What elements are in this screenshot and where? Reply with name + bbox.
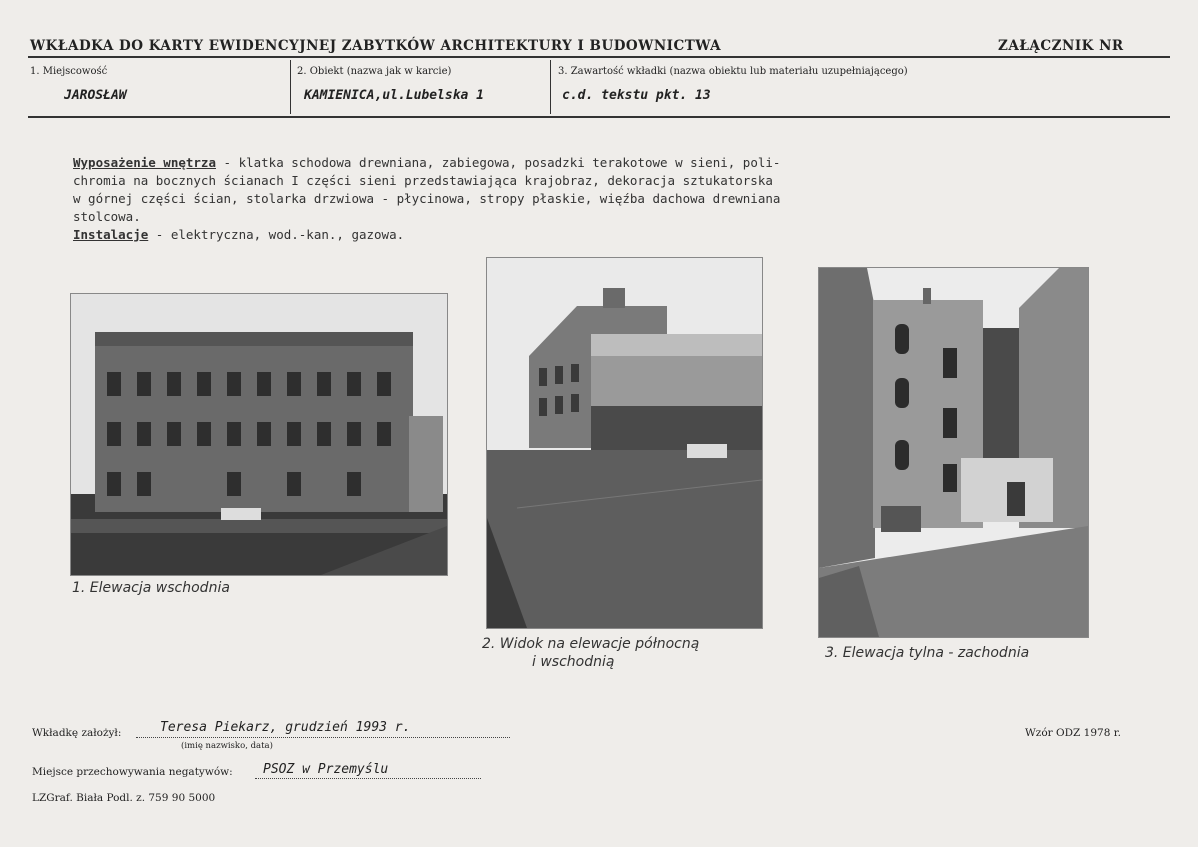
heading-interior: Wyposażenie wnętrza bbox=[73, 155, 216, 170]
author-value: Teresa Piekarz, grudzień 1993 r. bbox=[136, 720, 510, 738]
field1-label: 1. Miejscowość bbox=[30, 66, 108, 77]
storage-value: PSOZ w Przemyślu bbox=[255, 762, 481, 779]
template-label: Wzór ODZ 1978 r. bbox=[1025, 727, 1121, 739]
body-line-2: chromia na bocznych ścianach I części sieni przedstawiająca krajobraz, dekoracja sztukatorska bbox=[73, 173, 773, 188]
attachment-label: ZAŁĄCZNIK NR bbox=[998, 38, 1124, 54]
field-divider-2 bbox=[550, 60, 551, 114]
field2-label: 2. Obiekt (nazwa jak w karcie) bbox=[297, 66, 452, 77]
field2-value: KAMIENICA,ul.Lubelska 1 bbox=[304, 88, 485, 103]
author-label: Wkładkę założył: bbox=[32, 727, 122, 739]
fields-rule bbox=[28, 116, 1170, 118]
photo2-caption-line1: 2. Widok na elewacje północną bbox=[482, 636, 700, 652]
field3-value: c.d. tekstu pkt. 13 bbox=[562, 88, 711, 103]
header-rule bbox=[28, 56, 1170, 58]
photo-east-elevation bbox=[70, 293, 448, 576]
storage-label: Miejsce przechowywania negatywów: bbox=[32, 766, 233, 778]
body-line-4: stolcowa. bbox=[73, 209, 141, 224]
body-line-5: - elektryczna, wod.-kan., gazowa. bbox=[148, 227, 405, 242]
body-line-3: w górnej części ścian, stolarka drzwiowa - płycinowa, stropy płaskie, więźba dachowa drewniana bbox=[73, 191, 781, 206]
description-text bbox=[73, 154, 1073, 244]
field-divider-1 bbox=[290, 60, 291, 114]
body-line-1: - klatka schodowa drewniana, zabiegowa, posadzki terakotowe w sieni, poli- bbox=[216, 155, 781, 170]
author-hint: (imię nazwisko, data) bbox=[181, 741, 273, 751]
photo-street-view bbox=[486, 257, 763, 629]
field3-label: 3. Zawartość wkładki (nazwa obiektu lub materiału uzupełniającego) bbox=[558, 66, 908, 77]
photo3-caption: 3. Elewacja tylna - zachodnia bbox=[825, 645, 1030, 661]
heading-installations: Instalacje bbox=[73, 227, 149, 242]
photo-rear-elevation bbox=[818, 267, 1089, 638]
photo2-caption-line2: i wschodnią bbox=[532, 654, 615, 670]
printer-imprint: LZGraf. Biała Podl. z. 759 90 5000 bbox=[32, 792, 216, 804]
field1-value: JAROSŁAW bbox=[64, 88, 127, 103]
photo1-caption: 1. Elewacja wschodnia bbox=[72, 580, 230, 596]
form-title: WKŁADKA DO KARTY EWIDENCYJNEJ ZABYTKÓW ARCHITEKTURY I BUDOWNICTWA bbox=[30, 38, 722, 54]
